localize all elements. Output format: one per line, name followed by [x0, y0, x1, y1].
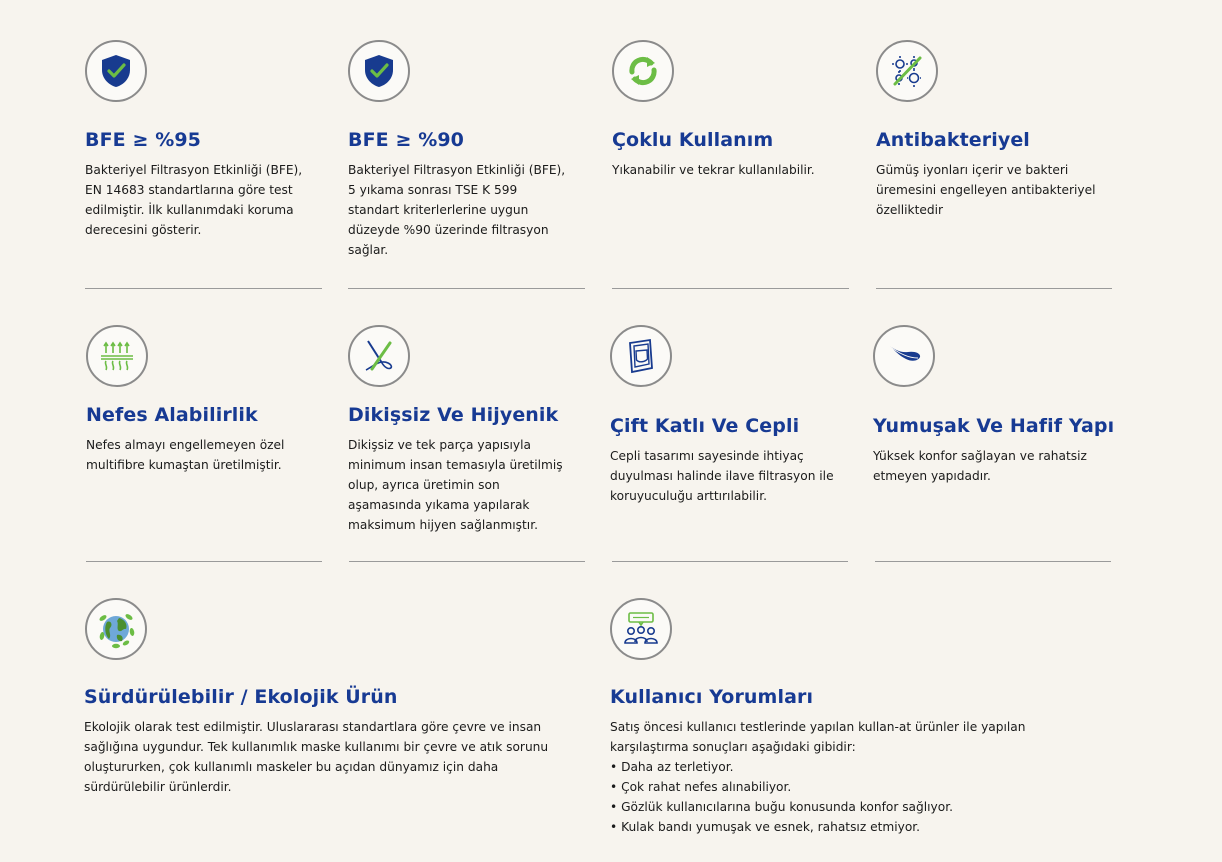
feature-title: BFE ≥ %95 [85, 129, 201, 151]
feature-title: BFE ≥ %90 [348, 129, 464, 151]
feather-icon [873, 325, 935, 387]
feature-title: Dikişsiz Ve Hijyenik [348, 404, 559, 426]
feature-title: Yumuşak Ve Hafif Yapı [873, 415, 1115, 437]
list-item: • Kulak bandı yumuşak ve esnek, rahatsız etmiyor. [610, 820, 921, 834]
feature-description: Bakteriyel Filtrasyon Etkinliği (BFE), EN 14683 standartlarına göre test edilmiştir. İlk kullanımdaki koruma derecesini gösterir. [85, 163, 303, 237]
divider [875, 561, 1111, 562]
divider [85, 288, 322, 289]
divider [612, 288, 849, 289]
feature-title: Çift Katlı Ve Cepli [610, 415, 800, 437]
list-item: • Çok rahat nefes alınabiliyor. [610, 780, 792, 794]
list-item: • Gözlük kullanıcılarına buğu konusunda konfor sağlıyor. [610, 800, 953, 814]
review-bullet-list [610, 757, 953, 837]
feature-description: Yüksek konfor sağlayan ve rahatsiz etmeyen yapıdadır. [873, 449, 1087, 483]
feature-description: Satış öncesi kullanıcı testlerinde yapılan kullan-at ürünler ile yapılan karşılaştırma sonuçları aşağıdaki gibidir: [610, 720, 1026, 754]
divider [86, 561, 322, 562]
feature-title: Sürdürülebilir / Ekolojik Ürün [84, 686, 398, 708]
eco-globe-icon [85, 598, 147, 660]
feature-title: Nefes Alabilirlik [86, 404, 258, 426]
breathable-fabric-icon [86, 325, 148, 387]
shield-check-icon [85, 40, 147, 102]
feature-title: Kullanıcı Yorumları [610, 686, 814, 708]
crossed-bacteria-icon [876, 40, 938, 102]
divider [348, 288, 585, 289]
divider [349, 561, 585, 562]
list-item: • Daha az terletiyor. [610, 760, 734, 774]
needle-thread-icon [348, 325, 410, 387]
feature-description: Nefes almayı engellemeyen özel multifibre kumaştan üretilmiştir. [86, 438, 285, 472]
feature-title: Antibakteriyel [876, 129, 1030, 151]
user-reviews-icon [610, 598, 672, 660]
feature-description: Gümüş iyonları içerir ve bakteri üremesini engelleyen antibakteriyel özelliktedir [876, 163, 1096, 217]
feature-description: Bakteriyel Filtrasyon Etkinliği (BFE), 5 yıkama sonrası TSE K 599 standart kriterlerlerine uygun düzeyde %90 üzerinde filtrasyon sağlar. [348, 163, 566, 257]
recycle-arrows-icon [612, 40, 674, 102]
feature-title: Çoklu Kullanım [612, 129, 774, 151]
feature-description: Cepli tasarımı sayesinde ihtiyaç duyulması halinde ilave filtrasyon ile koruyuculuğu arttırılabilir. [610, 449, 834, 503]
shield-check-icon [348, 40, 410, 102]
divider [876, 288, 1112, 289]
feature-description: Yıkanabilir ve tekrar kullanılabilir. [612, 163, 815, 177]
feature-description: Ekolojik olarak test edilmiştir. Uluslararası standartlara göre çevre ve insan sağlığına uygundur. Tek kullanımlık maske kullanımı bir çevre ve atık sorunu oluştururken, çok kullanımlı maskeler bu açıdan dünyamız için daha sürdürülebilir ürünlerdir. [84, 720, 549, 794]
divider [612, 561, 848, 562]
pocket-layers-icon [610, 325, 672, 387]
feature-description: Dikişsiz ve tek parça yapısıyla minimum insan temasıyla üretilmiş olup, ayrıca üretimin son aşamasında yıkama yapılarak maksimum hijyen sağlanmıştır. [348, 438, 563, 532]
